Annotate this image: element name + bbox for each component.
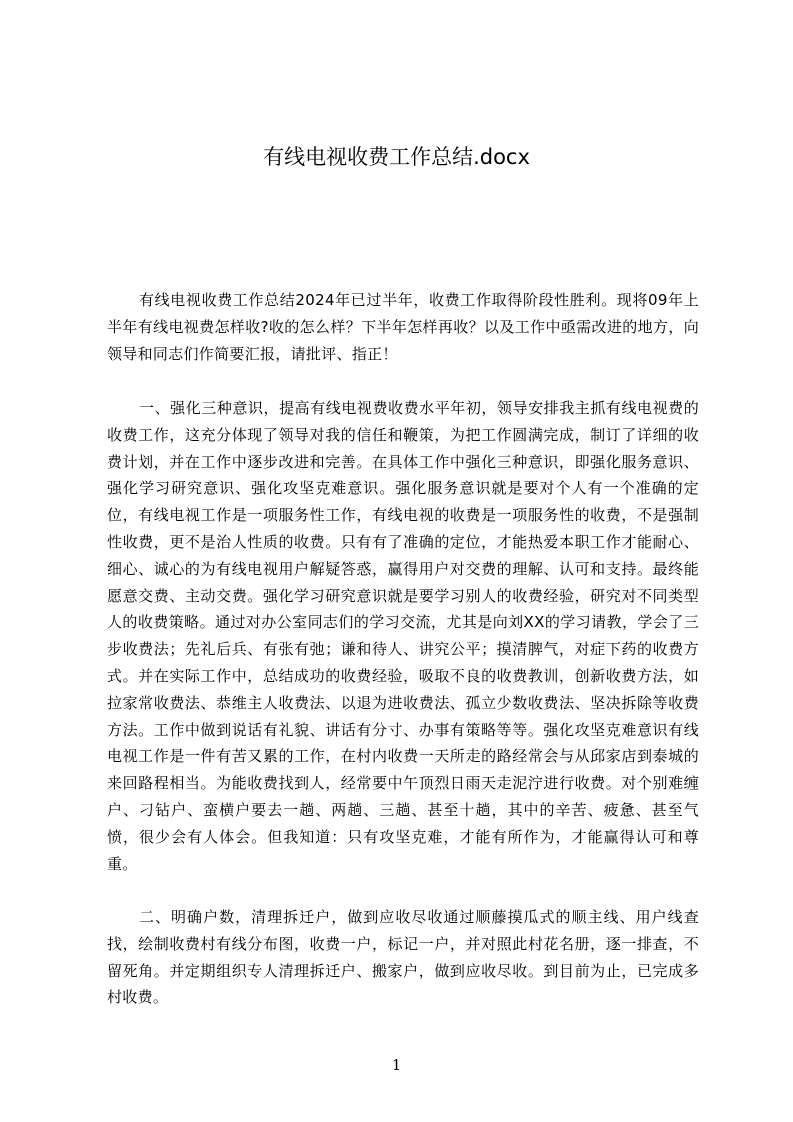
- paragraph-section-one: 一、强化三种意识，提高有线电视费收费水平年初，领导安排我主抓有线电视费的收费工作，这充分体现了领导对我的信任和鞭策，为把工作圆满完成，制订了详细的收费计划，并在工作中逐步改进和完善。在具体工作中强化三种意识，即强化服务意识、强化学习研究意识、强化攻坚克难意识。强化服务意识就是要对个人有一个准确的定位，有线电视工作是一项服务性工作，有线电视的收费是一项服务性的收费，不是强制性收费，更不是治人性质的收费。只有有了准确的定位，才能热爱本职工作才能耐心、细心、诚心的为有线电视用户解疑答惑，赢得用户对交费的理解、认可和支持。最终能愿意交费、主动交费。强化学习研究意识就是要学习别人的收费经验，研究对不同类型人的收费策略。通过对办公室同志们的学习交流，尤其是向刘XX的学习请教，学会了三步收费法；先礼后兵、有张有弛；谦和待人、讲究公平；摸清脾气，对症下药的收费方式。并在实际工作中，总结成功的收费经验，吸取不良的收费教训，创新收费方法，如拉家常收费法、恭维主人收费法、以退为进收费法、孤立少数收费法、坚决拆除等收费方法。工作中做到说话有礼貌、讲话有分寸、办事有策略等等。强化攻坚克难意识有线电视工作是一件有苦又累的工作，在村内收费一天所走的路经常会与从邱家店到泰城的来回路程相当。为能收费找到人，经常要中午顶烈日雨天走泥泞进行收费。对个别难缠户、刁钻户、蛮横户要去一趟、两趟、三趟、甚至十趟，其中的辛苦、疲惫、甚至气愤，很少会有人体会。但我知道：只有攻坚克难，才能有所作为，才能赢得认可和尊重。: [107, 399, 699, 873]
- document-title: 有线电视收费工作总结.docx: [263, 145, 530, 169]
- page-number: 1: [391, 1056, 402, 1074]
- paragraph-intro: 有线电视收费工作总结2024年已过半年，收费工作取得阶段性胜利。现将09年上半年有线电视费怎样收?收的怎么样？下半年怎样再收？以及工作中亟需改进的地方，向领导和同志们作简要汇报，请批评、指正！: [107, 291, 699, 363]
- paragraph-section-two: 二、明确户数，清理拆迁户，做到应收尽收通过顺藤摸瓜式的顺主线、用户线查找，绘制收费村有线分布图，收费一户，标记一户，并对照此村花名册，逐一排查，不留死角。并定期组织专人清理拆迁户、搬家户，做到应收尽收。到目前为止，已完成多村收费。: [107, 908, 699, 1007]
